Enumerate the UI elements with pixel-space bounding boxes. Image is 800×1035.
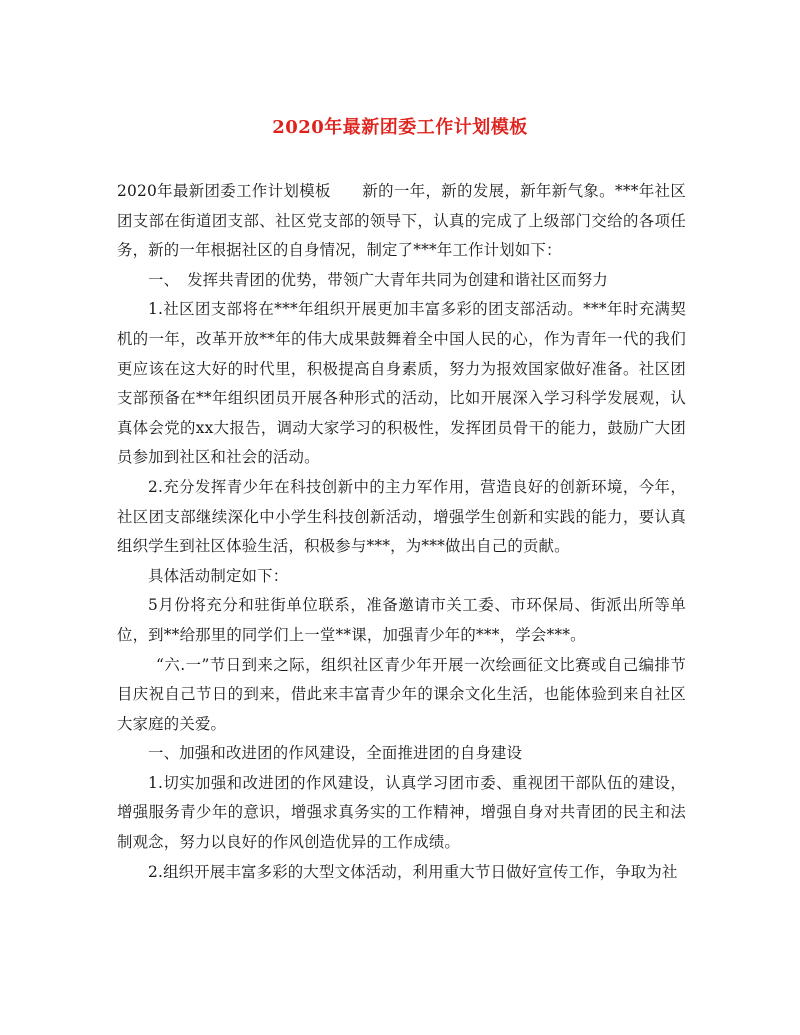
document-title: 2020年最新团委工作计划模板 xyxy=(272,117,528,138)
paragraph-intro: 2020年最新团委工作计划模板 新的一年，新的发展，新年新气象。***年社区团支部在街道团支部、社区党支部的领导下，认真的完成了上级部门交给的各项任务，新的一年根据社区的自身情况，制定了***年工作计划如下： xyxy=(117,182,686,260)
section-heading-2: 一、加强和改进团的作风建设，全面推进团的自身建设 xyxy=(148,744,523,763)
paragraph-item-2: 2.充分发挥青少年在科技创新中的主力军作用，营造良好的创新环境，今年，社区团支部继续深化中小学生科技创新活动，增强学生创新和实践的能力，要认真组织学生到社区体验生活，积极参与***，为***做出自己的贡献。 xyxy=(117,477,686,556)
paragraph-item-1: 1.社区团支部将在***年组织开展更加丰富多彩的团支部活动。***年时充满契机的一年，改革开放**年的伟大成果鼓舞着全中国人民的心，作为青年一代的我们更应该在这大好的时代里，积极提高自身素质，努力为报效国家做好准备。社区团支部预备在**年组织团员开展各种形式的活动，比如开展深入学习科学发展观，认真体会党的xx大报告，调动大家学习的积极性，发挥团员骨干的能力，鼓励广大团员参加到社区和社会的活动。 xyxy=(117,300,686,467)
section-heading-1: 一、 发挥共青团的优势，带领广大青年共同为创建和谐社区而努力 xyxy=(148,270,609,289)
document-body xyxy=(117,177,686,887)
paragraph-activities-heading: 具体活动制定如下： xyxy=(148,566,289,585)
paragraph-item-3: 1.切实加强和改进团的作风建设，认真学习团市委、重视团干部队伍的建设，增强服务青少年的意识，增强求真务实的工作精神，增强自身对共青团的民主和法制观念，努力以良好的作风创造优异的工作成绩。 xyxy=(117,773,686,852)
paragraph-item-4: 2.组织开展丰富多彩的大型文体活动，利用重大节日做好宣传工作，争取为社 xyxy=(148,862,678,881)
paragraph-june-activity: “六.一”节日到来之际，组织社区青少年开展一次绘画征文比赛或自己编排节目庆祝自己节日的到来，借此来丰富青少年的课余文化生活，也能体验到来自社区大家庭的关爱。 xyxy=(117,655,686,733)
paragraph-may-activity: 5月份将充分和驻街单位联系，准备邀请市关工委、市环保局、街派出所等单位，到**给那里的同学们上一堂**课，加强青少年的***，学会***。 xyxy=(117,596,686,644)
